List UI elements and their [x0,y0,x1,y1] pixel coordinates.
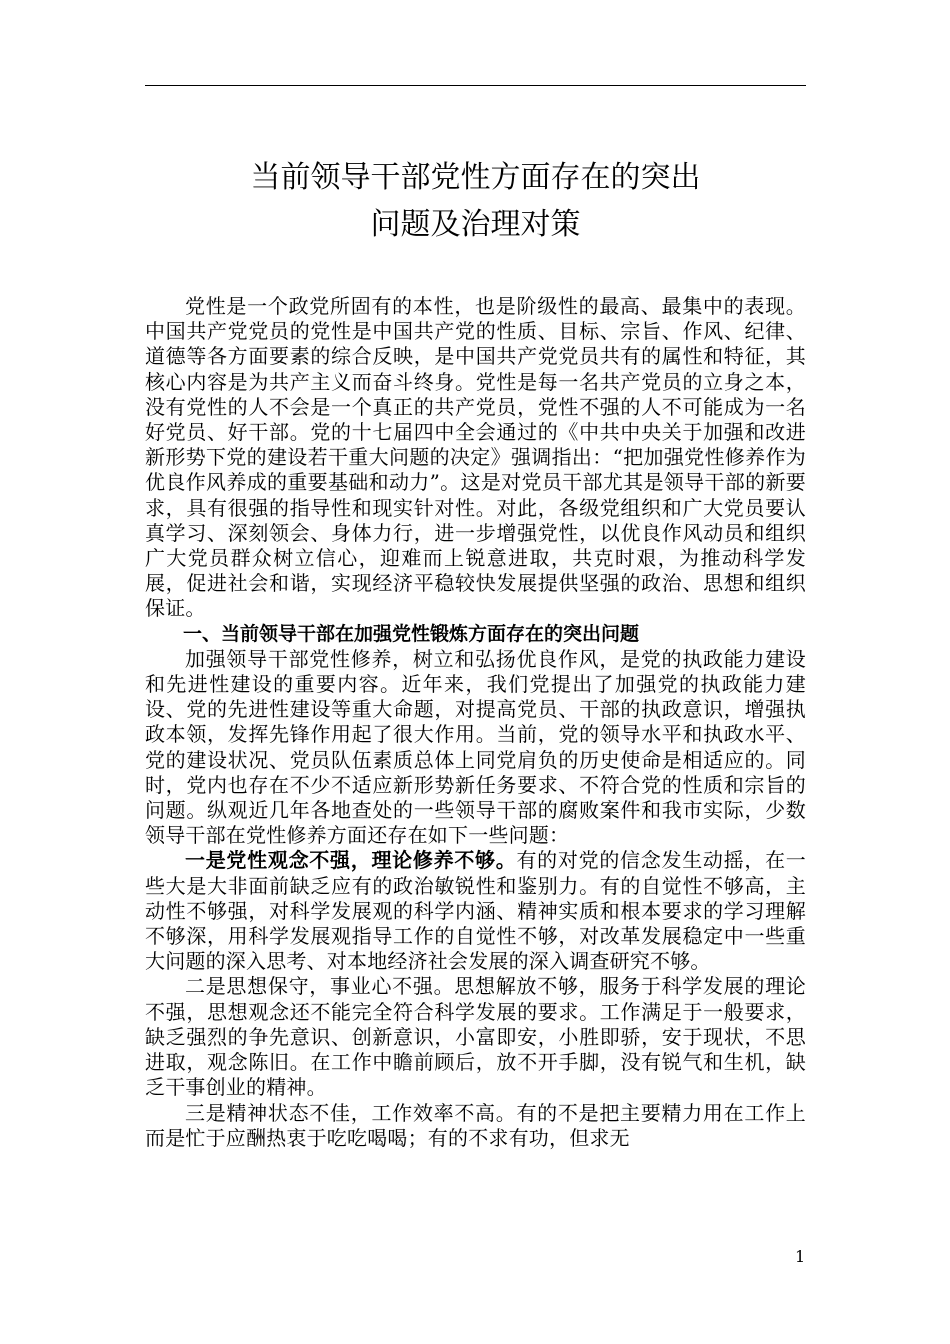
document-title-line-2: 问题及治理对策 [370,207,581,242]
document-body [145,294,806,1151]
point-1-text: 有的对党的信念发生动摇，在一些大是大非面前缺乏应有的政治敏锐性和鉴别力。有的自觉性不够高，主动性不够强，对科学发展观的科学内涵、精神实质和根本要求的学习理解不够深，用科学发展观指导工作的自觉性不够，对改革发展稳定中一些重大问题的深入思考、对本地经济社会发展的深入调查研究不够。 [145,848,806,974]
document-title-line-1: 当前领导干部党性方面存在的突出 [250,160,701,195]
page-number: 1 [795,1247,806,1266]
header-rule [145,85,806,86]
point-3-paragraph [145,1101,806,1151]
section-1-paragraph: 加强领导干部党性修养，树立和弘扬优良作风，是党的执政能力建设和先进性建设的重要内容。近年来，我们党提出了加强党的执政能力建设、党的先进性建设等重大命题，对提高党员、干部的执政意识，增强执政本领，发挥先锋作用起了很大作用。当前，党的领导水平和执政水平、党的建设状况、党员队伍素质总体上同党肩负的历史使命是相适应的。同时，党内也存在不少不适应新形势新任务要求、不符合党的性质和宗旨的问题。纵观近几年各地查处的一些领导干部的腐败案件和我市实际，少数领导干部在党性修养方面还存在如下一些问题： [145,646,806,848]
point-2-lead: 二是思想保守，事业心不强。 [185,974,455,999]
intro-paragraph: 党性是一个政党所固有的本性，也是阶级性的最高、最集中的表现。中国共产党党员的党性是中国共产党的性质、目标、宗旨、作风、纪律、道德等各方面要素的综合反映，是中国共产党党员共有的属性和特征，其核心内容是为共产主义而奋斗终身。党性是每一名共产党员的立身之本，没有党性的人不会是一个真正的共产党员，党性不强的人不可能成为一名好党员、好干部。党的十七届四中全会通过的《中共中央关于加强和改进新形势下党的建设若干重大问题的决定》强调指出：“把加强党性修养作为优良作风养成的重要基础和动力”。这是对党员干部尤其是领导干部的新要求，具有很强的指导性和现实针对性。对此，各级党组织和广大党员要认真学习、深刻领会、身体力行，进一步增强党性，以优良作风动员和组织广大党员群众树立信心，迎难而上锐意进取，共克时艰，为推动科学发展，促进社会和谐，实现经济平稳较快发展提供坚强的政治、思想和组织保证。 [145,294,806,621]
point-1-lead: 一是党性观念不强，理论修养不够。 [185,848,517,873]
point-3-lead: 三是精神状态不佳，工作效率不高。 [185,1100,517,1125]
point-3-text: 有的不是把主要精力用在工作上而是忙于应酬热衷于吃吃喝喝；有的不求有功，但求无 [145,1100,806,1150]
point-2-paragraph [145,974,806,1100]
point-2-text: 思想解放不够，服务于科学发展的理论不强，思想观念还不能完全符合科学发展的要求。工作满足于一般要求，缺乏强烈的争先意识、创新意识，小富即安，小胜即骄，安于现状，不思进取，观念陈旧。在工作中瞻前顾后，放不开手脚，没有锐气和生机，缺乏干事创业的精神。 [145,974,806,1100]
point-1-paragraph [145,848,806,974]
section-1-heading: 一、当前领导干部在加强党性锻炼方面存在的突出问题 [183,622,640,645]
